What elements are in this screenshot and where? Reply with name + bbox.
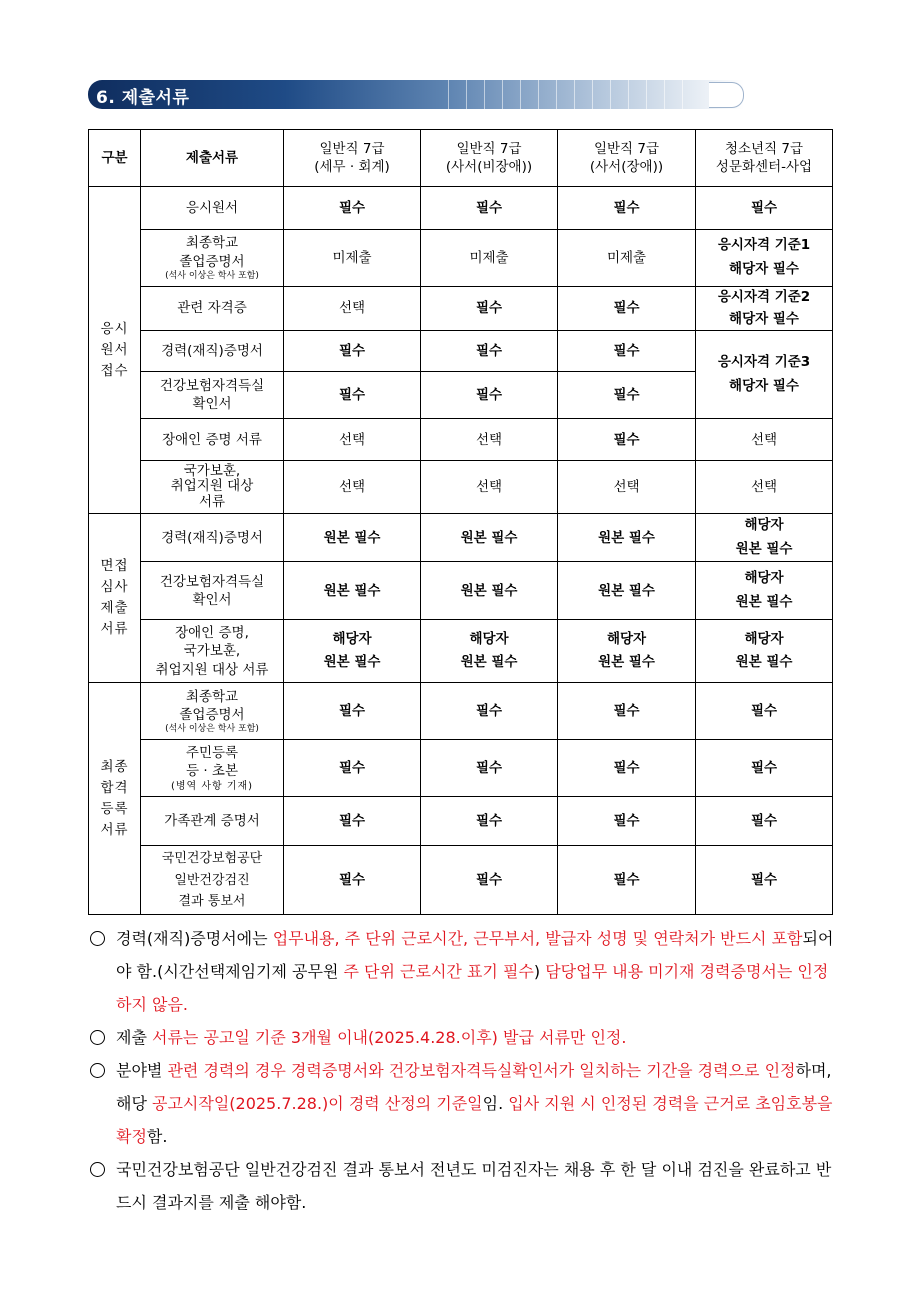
- doc-career: 경력(재직)증명서: [141, 331, 284, 372]
- note-highlight-text: 주 단위 근로시간 표기 필수: [343, 962, 534, 981]
- table-row: [89, 331, 833, 372]
- note-item: [88, 1153, 838, 1219]
- doc-insurance: 건강보험자격득실 확인서: [141, 372, 284, 419]
- note-text: 국민건강보험공단 일반건강검진 결과 통보서 전년도 미검진자는 채용 후 한 달 이내 검진을 완료하고 반드시 결과지를 제출 해야함.: [116, 1160, 832, 1212]
- table-row: [89, 683, 833, 740]
- header-tax-accounting: 일반직 7급 (세무 · 회계): [284, 130, 421, 187]
- cell-value: 미제출: [284, 230, 421, 287]
- cell-value: 필수: [558, 740, 696, 797]
- cell-value: 선택: [421, 461, 558, 514]
- doc-disability: 장애인 증명 서류: [141, 419, 284, 461]
- cell-value: 원본 필수: [421, 562, 558, 620]
- note-highlight-text: 서류는 공고일 기준 3개월 이내(2025.4.28.이후) 발급 서류만 인정.: [152, 1028, 627, 1047]
- cell-value: 필수: [421, 797, 558, 846]
- header-category: 구분: [89, 130, 141, 187]
- section-header: [88, 80, 744, 109]
- cell-value: 원본 필수: [284, 514, 421, 562]
- cell-value: 해당자 원본 필수: [558, 620, 696, 683]
- table-row: [89, 419, 833, 461]
- category-final: 최종 합격 등록 서류: [89, 683, 141, 915]
- cell-value: 필수: [284, 846, 421, 915]
- cell-value: 필수: [696, 797, 833, 846]
- cell-value: 필수: [421, 683, 558, 740]
- cell-value: 필수: [558, 372, 696, 419]
- cell-value: 응시자격 기준3 해당자 필수: [696, 331, 833, 419]
- cell-value: 필수: [284, 372, 421, 419]
- cell-value: 원본 필수: [558, 562, 696, 620]
- doc-diploma-final-label: 최종학교 졸업증명서: [179, 688, 245, 724]
- table-row: [89, 230, 833, 287]
- note-text: ): [533, 962, 546, 981]
- cell-value: 필수: [284, 797, 421, 846]
- cell-value: 원본 필수: [284, 562, 421, 620]
- doc-diploma: [141, 230, 284, 287]
- note-item: [88, 1054, 838, 1153]
- documents-table: [88, 129, 833, 915]
- cell-value: 필수: [421, 740, 558, 797]
- header-document: 제출서류: [141, 130, 284, 187]
- cell-value: 응시자격 기준1 해당자 필수: [696, 230, 833, 287]
- cell-value: 필수: [558, 187, 696, 230]
- cell-value: 원본 필수: [558, 514, 696, 562]
- cell-value: 필수: [284, 331, 421, 372]
- table-row: [89, 740, 833, 797]
- cell-value: 필수: [284, 683, 421, 740]
- header-curl-decoration: [709, 82, 744, 108]
- cell-value: 선택: [558, 461, 696, 514]
- doc-diploma-label: 최종학교 졸업증명서: [179, 235, 245, 270]
- doc-family: 가족관계 증명서: [141, 797, 284, 846]
- category-application: 응시 원서 접수: [89, 187, 141, 514]
- note-text: 되어야 함.(시간선택제임기제 공무원: [116, 929, 834, 981]
- cell-value: 미제출: [558, 230, 696, 287]
- doc-health-check: 국민건강보험공단 일반건강검진 결과 통보서: [141, 846, 284, 915]
- doc-license: 관련 자격증: [141, 287, 284, 331]
- cell-value: 해당자 원본 필수: [284, 620, 421, 683]
- cell-value: 선택: [284, 287, 421, 331]
- note-highlight-text: 담당업무 내용 미기재 경력증명서는 인정하지 않음.: [116, 962, 829, 1014]
- cell-value: 선택: [696, 419, 833, 461]
- note-highlight-text: 관련 경력의 경우 경력증명서와 건강보험자격득실확인서가 일치하는 기간을 경력으로 인정: [167, 1061, 796, 1080]
- note-highlight-text: 입사 지원 시 인정된 경력을 근거로 초임호봉을 확정: [116, 1094, 833, 1146]
- cell-value: 선택: [421, 419, 558, 461]
- note-item: [88, 922, 838, 1021]
- circle-bullet-icon: [90, 931, 105, 946]
- cell-value: 필수: [558, 683, 696, 740]
- doc-diploma-note: (석사 이상은 학사 포함): [165, 270, 259, 281]
- table-row: [89, 514, 833, 562]
- header-librarian-nondisabled: 일반직 7급 (사서(비장애)): [421, 130, 558, 187]
- note-item: [88, 1021, 838, 1054]
- note-highlight-text: 업무내용, 주 단위 근로시간, 근무부서, 발급자 성명 및 연락처가 반드시 포함: [272, 929, 803, 948]
- doc-disability-veteran: 장애인 증명, 국가보훈, 취업지원 대상 서류: [141, 620, 284, 683]
- cell-value: 필수: [284, 187, 421, 230]
- cell-value: 필수: [558, 797, 696, 846]
- note-text: 함.: [146, 1127, 168, 1146]
- table-row: [89, 461, 833, 514]
- circle-bullet-icon: [90, 1030, 105, 1045]
- note-text: 하며, 해당: [116, 1061, 832, 1113]
- table-row: [89, 562, 833, 620]
- doc-career-original: 경력(재직)증명서: [141, 514, 284, 562]
- note-text: 임.: [482, 1094, 509, 1113]
- cell-value: 해당자 원본 필수: [421, 620, 558, 683]
- header-librarian-disabled: 일반직 7급 (사서(장애)): [558, 130, 696, 187]
- cell-value: 필수: [696, 187, 833, 230]
- cell-value: 필수: [558, 846, 696, 915]
- cell-value: 해당자 원본 필수: [696, 514, 833, 562]
- cell-value: 해당자 원본 필수: [696, 620, 833, 683]
- table-row: [89, 797, 833, 846]
- cell-value: 해당자 원본 필수: [696, 562, 833, 620]
- note-text: 제출: [116, 1028, 152, 1047]
- header-youth: 청소년직 7급 성문화센터-사업: [696, 130, 833, 187]
- cell-value: 필수: [421, 287, 558, 331]
- category-interview: 면접 심사 제출 서류: [89, 514, 141, 683]
- table-header-row: [89, 130, 833, 187]
- cell-value: 미제출: [421, 230, 558, 287]
- cell-value: 선택: [284, 461, 421, 514]
- doc-diploma-final-note: (석사 이상은 학사 포함): [165, 724, 259, 735]
- cell-value: 필수: [421, 846, 558, 915]
- doc-resident-note: (병역 사항 기재): [170, 780, 254, 792]
- cell-value: 선택: [284, 419, 421, 461]
- cell-value: 필수: [696, 846, 833, 915]
- circle-bullet-icon: [90, 1162, 105, 1177]
- cell-value: 필수: [696, 683, 833, 740]
- cell-value: 필수: [421, 372, 558, 419]
- section-title: 6. 제출서류: [96, 88, 190, 108]
- note-text: 분야별: [116, 1061, 168, 1080]
- cell-value: 필수: [558, 331, 696, 372]
- cell-value: 선택: [696, 461, 833, 514]
- table-row: [89, 187, 833, 230]
- circle-bullet-icon: [90, 1063, 105, 1078]
- doc-insurance-original: 건강보험자격득실 확인서: [141, 562, 284, 620]
- cell-value: 필수: [558, 287, 696, 331]
- note-highlight-text: 공고시작일(2025.7.28.)이 경력 산정의 기준일: [152, 1094, 483, 1113]
- table-row: [89, 846, 833, 915]
- note-text: 경력(재직)증명서에는: [116, 929, 273, 948]
- doc-veteran: 국가보훈, 취업지원 대상 서류: [141, 461, 284, 514]
- notes-list: [88, 922, 838, 1219]
- doc-diploma-final: [141, 683, 284, 740]
- cell-value: 필수: [421, 331, 558, 372]
- doc-application-form: 응시원서: [141, 187, 284, 230]
- cell-value: 필수: [421, 187, 558, 230]
- cell-value: 필수: [284, 740, 421, 797]
- doc-resident-label: 주민등록 등 · 초본: [185, 745, 239, 780]
- cell-value: 필수: [558, 419, 696, 461]
- table-row: [89, 620, 833, 683]
- table-row: [89, 287, 833, 331]
- cell-value: 원본 필수: [421, 514, 558, 562]
- cell-value: 응시자격 기준2 해당자 필수: [696, 287, 833, 331]
- doc-resident: [141, 740, 284, 797]
- cell-value: 필수: [696, 740, 833, 797]
